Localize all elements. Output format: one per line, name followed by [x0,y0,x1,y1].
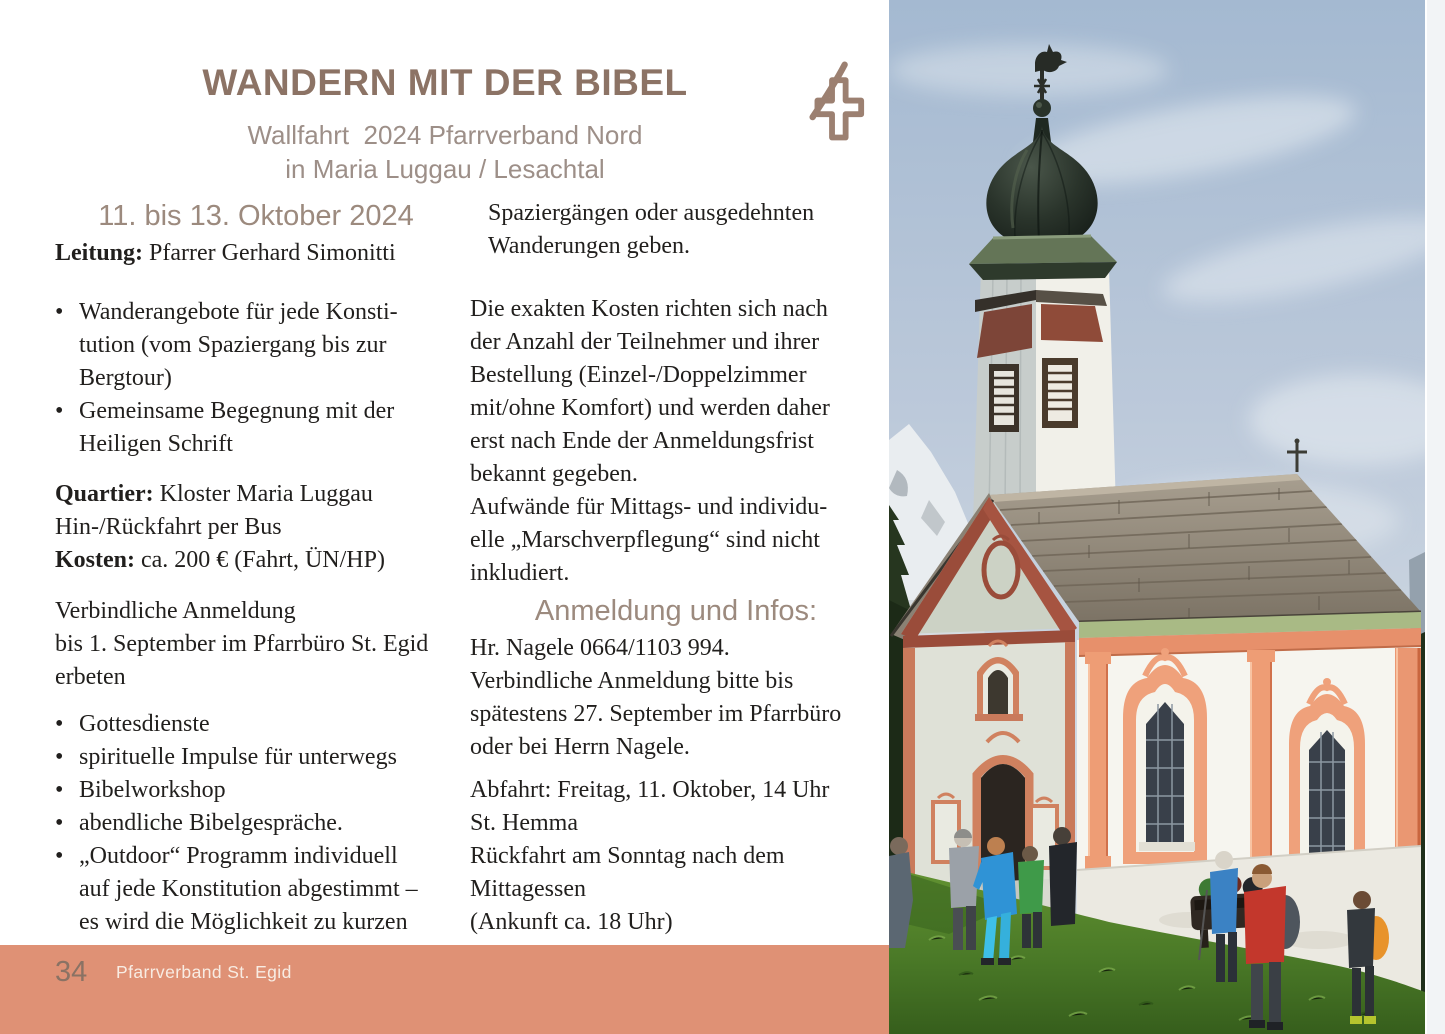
bullet-line: auf jede Konstitution abgestimmt – [79,876,418,902]
leitung-value: Pfarrer Gerhard Simonitti [143,240,396,266]
list-item [55,807,457,840]
bullet-icon: • [55,777,64,803]
body-line: Mittagessen [470,876,586,902]
bullet-line: Wanderangebote für jede Konsti- [79,299,398,325]
page-header [0,62,890,186]
page-subtitle [0,118,890,186]
body-line: Verbindliche Anmeldung bitte bis [470,668,794,694]
louver-window-front [1042,358,1078,428]
costs-paragraph [470,293,882,590]
body-line: Die exakten Kosten richten sich nach [470,296,828,322]
bullet-line: „Outdoor“ Programm individuell [79,843,398,869]
kosten-value: ca. 200 € (Fahrt, ÜN/HP) [135,547,385,573]
bullet-list-top [55,296,457,461]
date-heading: 11. bis 13. Oktober 2024 [98,200,414,232]
leitung-label: Leitung: [55,240,144,266]
bullet-icon: • [55,711,64,737]
bullet-line: Bergtour) [79,365,172,391]
contact-block [470,632,882,764]
bullet-line: abendliche Bibelgespräche. [79,810,343,836]
anmeldung-infos-heading: Anmeldung und Infos: [534,595,818,627]
left-column [55,197,457,939]
bullet-icon: • [55,810,64,836]
body-line: inkludiert. [470,560,570,586]
anmeldung-line: Verbindliche Anmeldung [55,598,296,624]
body-line: bekannt gegeben. [470,461,638,487]
body-line: Rückfahrt am Sonntag nach dem [470,843,785,869]
bus-line: Hin-/Rückfahrt per Bus [55,514,282,540]
list-item [55,296,457,395]
body-line: Aufwände für Mittags- und individu- [470,494,828,520]
anmeldung-line: bis 1. September im Pfarrbüro St. Egid [55,631,429,657]
leitung-line [55,237,457,270]
page-edge-strip [1425,0,1445,1034]
page-number: 34 [55,956,88,988]
quartier-label: Quartier: [55,481,154,507]
pilaster [1247,650,1275,872]
body-line: mit/ohne Komfort) und werden daher [470,395,830,421]
bullet-line: Bibelworkshop [79,777,226,803]
anmeldung-block [55,595,457,694]
list-item [55,774,457,807]
quartier-block [55,478,457,577]
body-line: Abfahrt: Freitag, 11. Oktober, 14 Uhr [470,777,830,803]
body-line: St. Hemma [470,810,578,836]
body-line: oder bei Herrn Nagele. [470,734,690,760]
right-column [470,197,882,939]
body-line: Hr. Nagele 0664/1103 994. [470,635,730,661]
bullet-line: Gemeinsame Begegnung mit der [79,398,395,424]
body-line: (Ankunft ca. 18 Uhr) [470,909,673,935]
anmeldung-line: erbeten [55,664,126,690]
bullet-line: spirituelle Impulse für unterwegs [79,744,397,770]
departure-block [470,774,882,939]
bullet-list-bottom [55,708,457,939]
list-item [55,840,457,939]
bullet-line: Gottesdienste [79,711,210,737]
bullet-line: Heiligen Schrift [79,431,233,457]
list-item [55,741,457,774]
kosten-label: Kosten: [55,547,135,573]
bullet-line: es wird die Möglichkeit zu kurzen [79,909,408,935]
body-line: Bestellung (Einzel-/Doppelzimmer [470,362,807,388]
body-line: elle „Marschverpflegung“ sind nicht [470,527,820,553]
list-item [55,708,457,741]
body-line: spätestens 27. September im Pfarrbüro [470,701,842,727]
continuation-block [470,197,882,263]
page-title: WANDERN MIT DER BIBEL [202,62,688,103]
body-line: Spaziergängen oder ausgedehnten [488,200,815,226]
body-line: erst nach Ende der Anmeldungsfrist [470,428,814,454]
footer-label: Pfarrverband St. Egid [116,962,292,982]
quartier-value: Kloster Maria Luggau [153,481,373,507]
bullet-icon: • [55,299,64,325]
body-line: der Anzahl der Teilnehmer und ihrer [470,329,820,355]
bullet-icon: • [55,744,64,770]
body-line: Wanderungen geben. [488,233,690,259]
subtitle-line-1: Wallfahrt 2024 Pfarrverband Nord [247,120,643,150]
subtitle-line-2: in Maria Luggau / Lesachtal [285,154,605,184]
church-photo [889,0,1425,1034]
four-cross-logo-icon [799,57,867,151]
bullet-icon: • [55,398,64,424]
bullet-icon: • [55,843,64,869]
footer-bar [0,945,889,1034]
pilaster [1085,652,1111,870]
louver-window-left [989,364,1019,432]
bullet-line: tution (vom Spaziergang bis zur [79,332,387,358]
list-item [55,395,457,461]
